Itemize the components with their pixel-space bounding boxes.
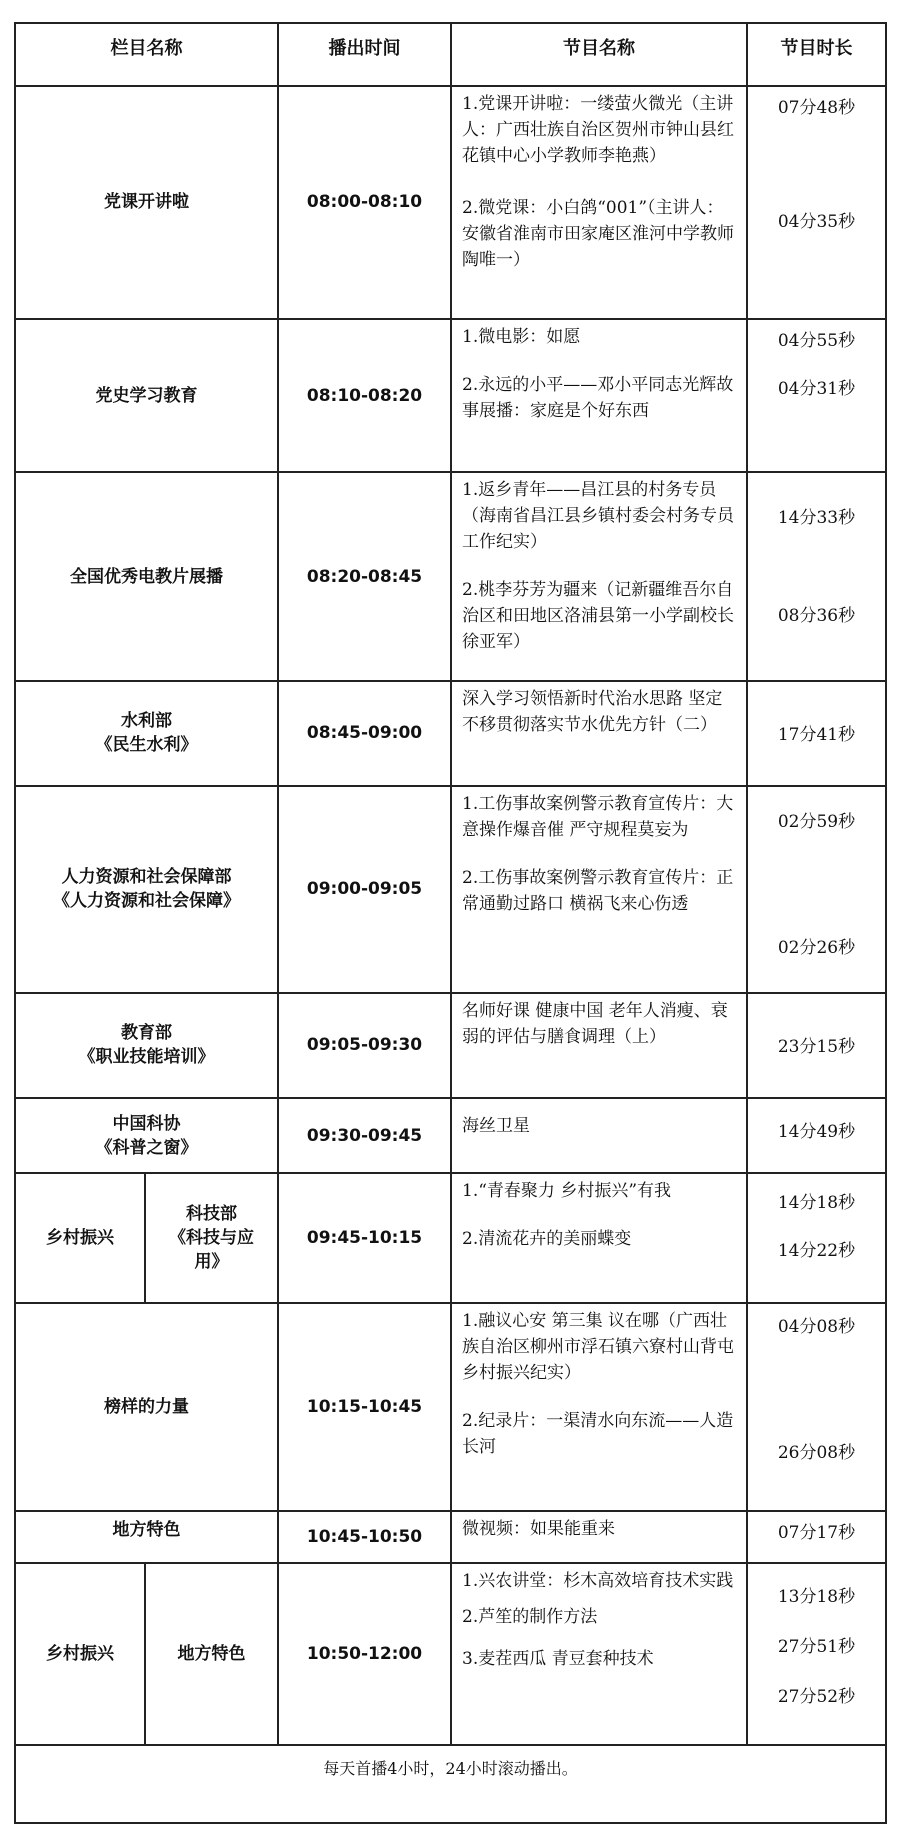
program-item: 微视频：如果能重来 (462, 1518, 615, 1539)
table-row (15, 86, 886, 319)
column-name-cell (15, 319, 278, 473)
column-name-cell (15, 1511, 278, 1564)
column-name: 全国优秀电教片展播 (70, 566, 223, 587)
header-column-name: 栏目名称 (15, 23, 278, 86)
duration-value: 14分49秒 (777, 1121, 856, 1142)
column-name: 党史学习教育 (95, 385, 198, 406)
program-item: 1.融议心安 第三集 议在哪（广西壮族自治区柳州市浮石镇六寮村山背屯乡村振兴纪实） (462, 1310, 734, 1383)
column-name-cell (15, 86, 278, 319)
table-row (15, 993, 886, 1098)
subcolumn-name-sub: 《科技与应 (169, 1228, 254, 1249)
duration-value: 17分41秒 (777, 724, 856, 745)
program-item: 1.“青春聚力 乡村振兴”有我 (462, 1181, 672, 1202)
duration-value: 14分18秒 (777, 1193, 856, 1214)
column-name-cell (15, 1173, 145, 1302)
table-row (15, 1098, 886, 1174)
table-row (15, 786, 886, 993)
duration-value: 14分33秒 (777, 508, 856, 529)
duration-cell (747, 1511, 886, 1564)
column-name: 中国科协 (112, 1113, 181, 1134)
program-cell (451, 1303, 747, 1511)
program-item: 3.麦茬西瓜 青豆套种技术 (462, 1649, 654, 1670)
duration-value: 02分26秒 (777, 937, 856, 958)
table-row (15, 1563, 886, 1745)
duration-value: 14分22秒 (777, 1241, 856, 1262)
program-item: 2.纪录片：一渠清水向东流——人造长河 (462, 1410, 734, 1457)
duration-value: 07分48秒 (777, 97, 856, 118)
program-item: 海丝卫星 (462, 1115, 530, 1136)
duration-value: 13分18秒 (777, 1587, 856, 1608)
schedule-table (14, 22, 887, 1824)
program-cell (451, 1511, 747, 1564)
program-item: 2.桃李芬芳为疆来（记新疆维吾尔自治区和田地区洛浦县第一小学副校长徐亚军） (462, 580, 734, 653)
subcolumn-name-cell (145, 1173, 278, 1302)
duration-value: 27分51秒 (777, 1637, 856, 1658)
column-name-sub: 《民生水利》 (95, 735, 198, 756)
program-cell (451, 86, 747, 319)
table-row (15, 681, 886, 786)
program-cell (451, 786, 747, 993)
header-air-time: 播出时间 (278, 23, 451, 86)
program-item: 2.微党课：小白鸽“001”（主讲人：安徽省淮南市田家庵区淮河中学教师陶唯一） (462, 197, 734, 270)
program-cell (451, 681, 747, 786)
column-name: 人力资源和社会保障部 (61, 867, 232, 888)
duration-cell (747, 1563, 886, 1745)
air-time: 10:15-10:45 (278, 1303, 451, 1511)
column-name: 教育部 (121, 1023, 172, 1044)
air-time: 09:45-10:15 (278, 1173, 451, 1302)
column-name: 水利部 (121, 711, 172, 732)
subcolumn-name-cell (145, 1563, 278, 1745)
header-duration: 节目时长 (747, 23, 886, 86)
column-name: 党课开讲啦 (104, 192, 189, 213)
duration-cell (747, 319, 886, 473)
program-item: 1.兴农讲堂：杉木高效培育技术实践 (462, 1571, 734, 1592)
column-name: 榜样的力量 (104, 1396, 189, 1417)
footer-note: 每天首播4小时，24小时滚动播出。 (15, 1745, 886, 1823)
air-time: 09:05-09:30 (278, 993, 451, 1098)
column-name: 乡村振兴 (46, 1228, 114, 1249)
header-program-name: 节目名称 (451, 23, 747, 86)
program-item: 2.工伤事故案例警示教育宣传片：正常通勤过路口 横祸飞来心伤透 (462, 867, 734, 914)
program-cell (451, 319, 747, 473)
duration-cell (747, 993, 886, 1098)
duration-value: 04分35秒 (777, 211, 856, 232)
air-time: 10:45-10:50 (278, 1511, 451, 1564)
program-cell (451, 993, 747, 1098)
duration-value: 08分36秒 (777, 606, 856, 627)
air-time: 09:30-09:45 (278, 1098, 451, 1174)
program-item: 1.返乡青年——昌江县的村务专员（海南省昌江县乡镇村委会村务专员工作纪实） (462, 480, 734, 553)
air-time: 08:00-08:10 (278, 86, 451, 319)
duration-value: 23分15秒 (777, 1036, 856, 1057)
column-name-cell (15, 1098, 278, 1174)
program-cell (451, 1173, 747, 1302)
duration-cell (747, 681, 886, 786)
air-time: 08:20-08:45 (278, 472, 451, 680)
program-item: 2.永远的小平——邓小平同志光辉故事展播：家庭是个好东西 (462, 374, 734, 421)
column-name: 地方特色 (112, 1519, 181, 1540)
program-item: 2.清流花卉的美丽蝶变 (462, 1229, 632, 1250)
subcolumn-name: 地方特色 (177, 1644, 246, 1665)
column-name-cell (15, 472, 278, 680)
table-row (15, 1303, 886, 1511)
program-item: 1.微电影：如愿 (462, 326, 581, 347)
program-item: 1.工伤事故案例警示教育宣传片：大意操作爆音催 严守规程莫妄为 (462, 793, 734, 840)
program-item: 深入学习领悟新时代治水思路 坚定不移贯彻落实节水优先方针（二） (462, 688, 723, 735)
footer-row (15, 1745, 886, 1823)
column-name-sub: 《职业技能培训》 (78, 1047, 215, 1068)
column-name-cell (15, 786, 278, 993)
program-item: 名师好课 健康中国 老年人消瘦、衰弱的评估与膳食调理（上） (462, 1000, 728, 1047)
column-name-sub: 《科普之窗》 (95, 1137, 198, 1158)
air-time: 10:50-12:00 (278, 1563, 451, 1745)
table-row (15, 1511, 886, 1564)
subcolumn-name: 科技部 (186, 1204, 237, 1225)
duration-value: 27分52秒 (777, 1687, 856, 1708)
column-name: 乡村振兴 (46, 1644, 114, 1665)
duration-value: 02分59秒 (777, 811, 856, 832)
duration-value: 04分55秒 (777, 330, 856, 351)
program-cell (451, 1563, 747, 1745)
duration-value: 04分08秒 (777, 1316, 856, 1337)
duration-cell (747, 1098, 886, 1174)
column-name-cell (15, 993, 278, 1098)
duration-cell (747, 86, 886, 319)
column-name-sub: 《人力资源和社会保障》 (53, 891, 240, 912)
air-time: 08:45-09:00 (278, 681, 451, 786)
air-time: 09:00-09:05 (278, 786, 451, 993)
program-item: 1.党课开讲啦：一缕萤火微光（主讲人：广西壮族自治区贺州市钟山县红花镇中心小学教师李艳燕） (462, 93, 734, 166)
column-name-cell (15, 681, 278, 786)
duration-value: 04分31秒 (777, 378, 856, 399)
duration-cell (747, 786, 886, 993)
header-row (15, 23, 886, 86)
program-item: 2.芦笙的制作方法 (462, 1607, 598, 1628)
duration-cell (747, 1303, 886, 1511)
column-name-cell (15, 1563, 145, 1745)
program-cell (451, 1098, 747, 1174)
table-row (15, 1173, 886, 1302)
table-row (15, 472, 886, 680)
air-time: 08:10-08:20 (278, 319, 451, 473)
table-row (15, 319, 886, 473)
duration-value: 26分08秒 (777, 1442, 856, 1463)
column-name-cell (15, 1303, 278, 1511)
duration-value: 07分17秒 (777, 1522, 856, 1543)
program-cell (451, 472, 747, 680)
subcolumn-name-sub: 用》 (194, 1252, 229, 1273)
duration-cell (747, 1173, 886, 1302)
duration-cell (747, 472, 886, 680)
